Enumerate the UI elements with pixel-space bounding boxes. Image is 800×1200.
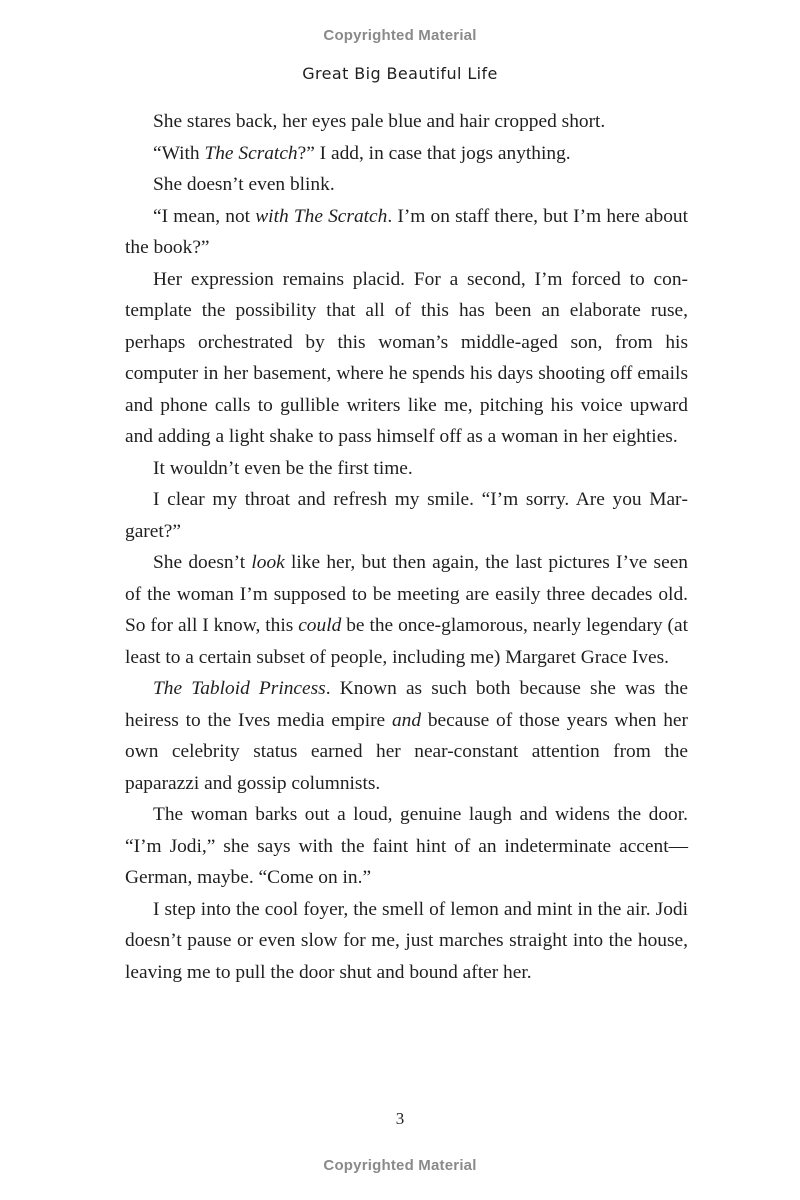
p2-text-a: “With (153, 142, 205, 164)
watermark-bottom: Copyrighted Material (323, 1157, 477, 1174)
p8-text-a: She doesn’t (153, 552, 252, 573)
p8-italic-look: look (251, 552, 285, 573)
paragraph-1: She stares back, her eyes pale blue and hair cropped short. (153, 111, 606, 132)
p9-text-b: . Known as such both because she was the heiress to the Ives media empire (125, 678, 689, 731)
p8-italic-could: could (298, 615, 342, 636)
paragraph-9 (125, 673, 688, 799)
paragraph-5: Her expression remains placid. For a second, I’m forced to contemplate the possibility that all of this has been an elaborate ruse, perhaps orchestrated by this woman’s middle-aged son, from his computer in her basement, where he spends his days shooting off emails and phone calls to gullible writers like me, pitching his voice upward and adding a light shake to pass himself off as a woman in her eighties. (125, 268, 688, 447)
paragraph-6: It wouldn’t even be the first time. (153, 457, 413, 479)
paragraph-2 (125, 138, 688, 170)
p8-text-c: like her, but then again, the last pictures I’ve seen of the woman I’m supposed to be meeting are easily three decades old. So for all I know, this (125, 552, 688, 636)
p9-italic-title: The Tabloid Princess (153, 678, 326, 699)
p2-italic: The Scratch (204, 142, 298, 164)
p8-text-e: be the once-glamorous, nearly legendary (at least to a certain subset of people, including me) Margaret Grace Ives. (125, 615, 688, 668)
paragraph-11: I step into the cool foyer, the smell of lemon and mint in the air. Jodi doesn’t pause or even slow for me, just marches straight into the house, leaving me to pull the door shut and bound after her. (125, 898, 688, 983)
p9-italic-and: and (391, 709, 422, 731)
p4-italic: with The Scratch (255, 205, 388, 227)
running-head-title: Great Big Beautiful Life (302, 64, 498, 83)
page-number: 3 (395, 1109, 405, 1128)
p9-text-d: because of those years when her own celebrity status earned her near-constant attention from the paparazzi and gossip columnists. (125, 709, 688, 794)
paragraph-10: The woman barks out a loud, genuine laugh and widens the door. “I’m Jodi,” she says with the faint hint of an indeterminate accent—German, maybe. “Come on in.” (125, 804, 688, 888)
paragraph-8 (125, 547, 688, 673)
paragraph-7: I clear my throat and refresh my smile. “I’m sorry. Are you Margaret?” (125, 489, 688, 542)
paragraph-4 (125, 201, 688, 264)
p2-text-c: ?” I add, in case that jogs anything. (297, 142, 571, 164)
page-body (125, 106, 688, 988)
p4-text-a: “I mean, not (153, 205, 256, 227)
paragraph-3: She doesn’t even blink. (153, 174, 335, 195)
p4-text-c: . I’m on staff there, but I’m here about the book?” (125, 205, 688, 258)
watermark-top: Copyrighted Material (323, 27, 477, 44)
